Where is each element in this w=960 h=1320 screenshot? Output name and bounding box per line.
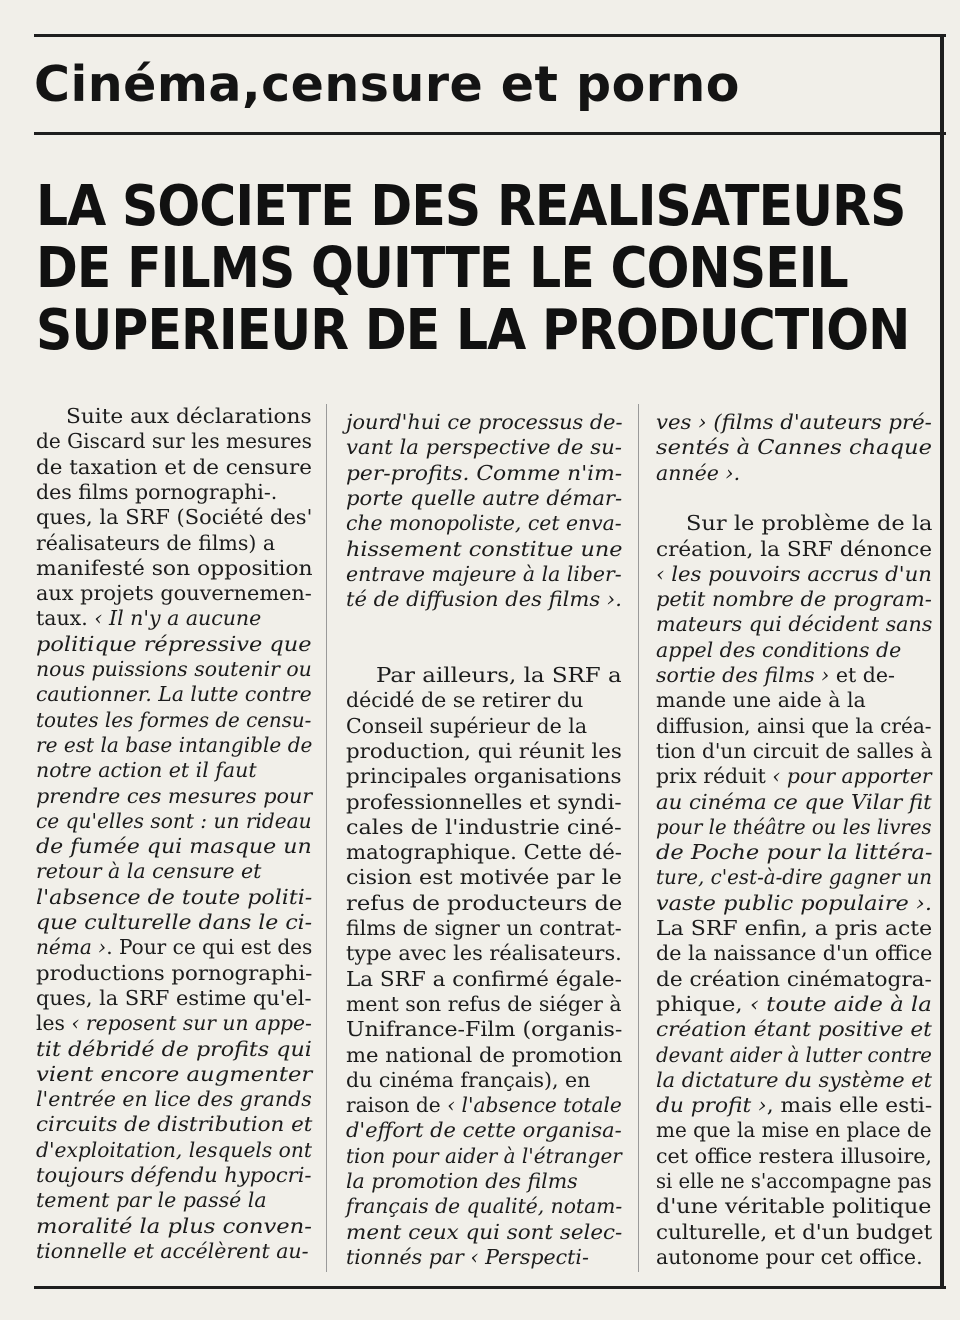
text-line: [36, 606, 261, 631]
text-line: per-profits. Comme n'im-: [346, 460, 623, 485]
text-run: ‹ Il n'y a aucune: [94, 606, 262, 631]
column-divider: [638, 404, 639, 1272]
text-line: professionnelles et syndi-: [346, 789, 622, 814]
text-line: la promotion des films: [346, 1169, 578, 1193]
text-line: que culturelle dans le ci-: [36, 910, 313, 934]
text-line: ce qu'elles sont : un rideau: [36, 808, 312, 833]
text-run: sortie des films ›: [656, 663, 830, 687]
text-line: de Giscard sur les mesures: [36, 429, 312, 454]
text-line: de fumée qui masque un: [36, 834, 312, 859]
text-line: autonome pour cet office.: [656, 1244, 923, 1269]
text-run: ‹ toute aide à la: [749, 991, 932, 1016]
text-line: re est la base intangible de: [36, 732, 313, 757]
text-run: ‹ pour apporter: [772, 764, 932, 789]
article-column-3: [656, 410, 932, 1280]
text-line: pour le théâtre ou les livres: [656, 814, 932, 839]
text-line: français de qualité, notam-: [346, 1194, 623, 1219]
text-line: ment son refus de siéger à: [346, 991, 622, 1016]
text-line: films de signer un contrat-: [346, 916, 622, 940]
text-line: sentés à Cannes chaque: [656, 435, 932, 460]
text-line: principales organisations: [346, 764, 622, 789]
text-line: cautionner. La lutte contre: [36, 682, 312, 707]
text-line: La SRF a confirmé égale-: [346, 966, 622, 991]
text-line: création, la SRF dénonce: [656, 536, 933, 561]
text-line: Par ailleurs, la SRF a: [376, 663, 622, 687]
text-line: porte quelle autre démar-: [346, 485, 623, 510]
text-line: d'effort de cette organisa-: [346, 1118, 622, 1143]
text-line: notre action et il faut: [36, 758, 257, 783]
text-line: réalisateurs de films) a: [36, 530, 276, 555]
right-border-rule: [940, 34, 944, 1288]
text-line: che monopoliste, cet enva-: [346, 511, 622, 536]
text-line: Suite aux déclarations: [66, 404, 312, 428]
headline-line: DE FILMS QUITTE LE CONSEIL: [36, 236, 848, 301]
text-line: Unifrance-Film (organis-: [346, 1017, 623, 1042]
text-line: production, qui réunit les: [346, 738, 622, 763]
text-line: manifesté son opposition: [36, 555, 313, 580]
text-line: té de diffusion des films ›.: [346, 587, 622, 612]
text-line: toujours défendu hypocri-: [36, 1163, 312, 1187]
article-column-1: [36, 404, 312, 1274]
text-line: de Poche pour la littéra-: [656, 840, 933, 865]
text-line: politique répressive que: [36, 631, 312, 656]
text-line: nous puissions soutenir ou: [36, 657, 312, 681]
text-line: tion pour aider à l'étranger: [346, 1143, 622, 1168]
text-line: ture, c'est-à-dire gagner un: [656, 865, 933, 890]
text-line: matographique. Cette dé-: [346, 840, 622, 865]
text-run: et de-: [829, 663, 895, 687]
text-line: création étant positive et: [656, 1017, 932, 1042]
text-run: phique,: [656, 991, 750, 1016]
article-column-2: [346, 410, 622, 1280]
text-line: prendre ces mesures pour: [36, 783, 313, 808]
text-line: petit nombre de program-: [656, 587, 932, 612]
column-divider: [326, 404, 327, 1272]
text-line: d'une véritable politique: [656, 1194, 932, 1219]
text-line: ques, la SRF (Société des': [36, 505, 313, 530]
text-line: des films pornographi-.: [36, 479, 278, 504]
text-line: tionnés par ‹ Perspecti-: [346, 1244, 589, 1269]
text-run: ‹ l'absence totale: [447, 1093, 622, 1118]
text-line: devant aider à lutter contre: [656, 1042, 932, 1067]
text-line: cision est motivée par le: [346, 865, 622, 890]
kicker-rule: [34, 132, 946, 135]
text-run: ‹ reposent sur un appe-: [71, 1011, 312, 1036]
headline-line: SUPERIEUR DE LA PRODUCTION: [36, 298, 910, 363]
text-line: diffusion, ainsi que la créa-: [656, 713, 932, 738]
text-line: me que la mise en place de: [656, 1118, 932, 1143]
text-line: du cinéma français), en: [346, 1067, 591, 1092]
text-run: du profit ›: [656, 1093, 767, 1118]
text-line: cet office restera illusoire,: [656, 1143, 932, 1168]
text-line: de la naissance d'un office: [656, 941, 933, 966]
text-line: [346, 1093, 622, 1118]
text-line: [656, 764, 932, 789]
text-run: taux.: [36, 606, 95, 631]
text-run: les: [36, 1011, 72, 1036]
text-line: ment ceux qui sont selec-: [346, 1219, 623, 1244]
text-run: . Pour ce qui est des: [106, 935, 313, 960]
text-line: Sur le problème de la: [686, 511, 933, 536]
text-line: circuits de distribution et: [36, 1112, 313, 1137]
text-line: me national de promotion: [346, 1042, 623, 1067]
text-line: hissement constitue une: [346, 536, 623, 561]
text-line: vaste public populaire ›.: [656, 890, 933, 915]
top-rule: [34, 34, 946, 37]
headline: [36, 174, 910, 363]
text-line: Conseil supérieur de la: [346, 713, 588, 738]
text-line: si elle ne s'accompagne pas: [656, 1169, 932, 1193]
text-run: raison de: [346, 1093, 448, 1118]
text-line: la dictature du système et: [656, 1067, 932, 1092]
headline-line: LA SOCIETE DES REALISATEURS: [36, 174, 906, 239]
text-line: [36, 935, 312, 960]
text-line: l'entrée en lice des grands: [36, 1087, 312, 1112]
text-line: mande une aide à la: [656, 688, 866, 713]
text-line: tit débridé de profits qui: [36, 1036, 312, 1061]
text-line: [656, 663, 895, 688]
text-line: de taxation et de censure: [36, 454, 312, 479]
text-run: néma ›: [36, 935, 107, 960]
text-line: ‹ les pouvoirs accrus d'un: [656, 561, 932, 586]
text-line: d'exploitation, lesquels ont: [36, 1137, 312, 1162]
text-line: [656, 992, 932, 1017]
text-line: moralité la plus conven-: [36, 1213, 312, 1238]
kicker-title: Cinéma,censure et porno: [34, 56, 740, 113]
text-line: retour à la censure et: [36, 859, 262, 884]
text-line: productions pornographi-: [36, 960, 313, 985]
text-line: ves › (films d'auteurs pré-: [656, 410, 932, 434]
text-line: mateurs qui décident sans: [656, 612, 933, 637]
text-line: décidé de se retirer du: [346, 688, 584, 713]
text-line: au cinéma ce que Vilar fit: [656, 789, 932, 814]
text-line: [656, 1093, 932, 1118]
text-line: tion d'un circuit de salles à: [656, 738, 933, 763]
text-line: aux projets gouvernemen-: [36, 581, 312, 606]
text-line: entrave majeure à la liber-: [346, 561, 622, 586]
text-line: de création cinématogra-: [656, 966, 932, 991]
text-run: prix réduit: [656, 764, 773, 789]
text-line: vient encore augmenter: [36, 1061, 313, 1086]
text-line: l'absence de toute politi-: [36, 884, 313, 909]
text-line: toutes les formes de censu-: [36, 707, 312, 732]
text-line: La SRF enfin, a pris acte: [656, 916, 933, 940]
text-line: appel des conditions de: [656, 637, 902, 662]
text-line: ques, la SRF estime qu'el-: [36, 985, 312, 1010]
bottom-rule: [34, 1286, 946, 1289]
text-line: tionnelle et accélèrent au-: [36, 1238, 309, 1263]
text-run: , mais elle esti-: [766, 1093, 933, 1118]
text-line: type avec les réalisateurs.: [346, 941, 622, 966]
text-line: cales de l'industrie ciné-: [346, 814, 622, 839]
text-line: vant la perspective de su-: [346, 435, 622, 460]
text-line: refus de producteurs de: [346, 890, 623, 915]
text-line: année ›.: [656, 460, 741, 485]
text-line: tement par le passé la: [36, 1188, 267, 1213]
text-line: jourd'hui ce processus de-: [346, 410, 623, 434]
text-line: [36, 1011, 312, 1036]
text-line: culturelle, et d'un budget: [656, 1219, 933, 1244]
